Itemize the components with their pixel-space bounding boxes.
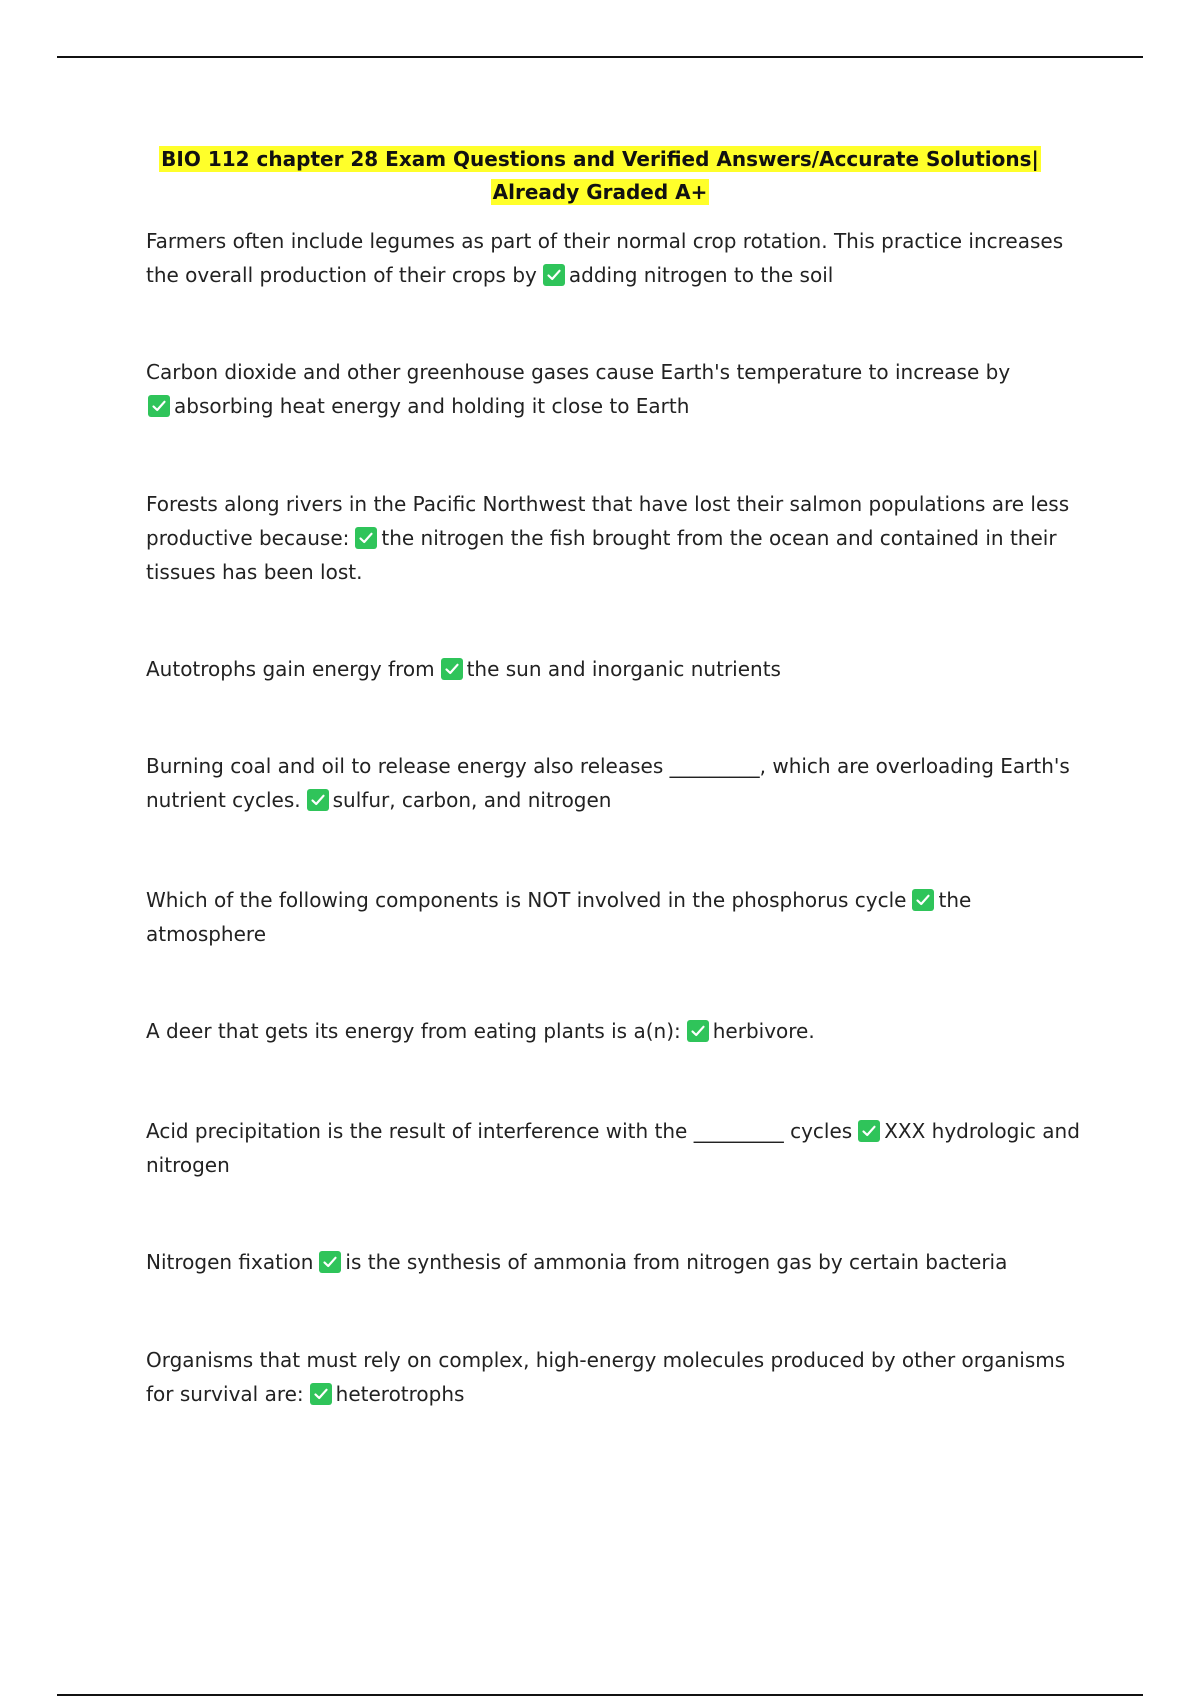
question-text: Which of the following components is NOT involved in the phosphorus cycle bbox=[146, 888, 907, 912]
question-text: Acid precipitation is the result of interference with the _________ cycles bbox=[146, 1119, 853, 1143]
answer-text: absorbing heat energy and holding it close to Earth bbox=[174, 394, 690, 418]
question-text: Autotrophs gain energy from bbox=[146, 657, 435, 681]
question-text: Organisms that must rely on complex, high-energy molecules produced by other organisms for survival are: bbox=[146, 1348, 1066, 1406]
question-text: Farmers often include legumes as part of their normal crop rotation. This practice increases the overall production of their crops by bbox=[146, 229, 1064, 287]
answer-text: herbivore. bbox=[712, 1019, 815, 1043]
checkmark-icon bbox=[319, 1251, 341, 1273]
question-text: Carbon dioxide and other greenhouse gases cause Earth's temperature to increase by bbox=[146, 360, 1011, 384]
qa-item-9 bbox=[146, 1245, 1086, 1279]
checkmark-icon bbox=[858, 1120, 880, 1142]
answer-text: is the synthesis of ammonia from nitrogen gas by certain bacteria bbox=[345, 1250, 1008, 1274]
checkmark-icon bbox=[687, 1020, 709, 1042]
bottom-divider bbox=[57, 1694, 1143, 1696]
checkmark-icon bbox=[310, 1383, 332, 1405]
qa-item-5 bbox=[146, 749, 1086, 817]
qa-item-8 bbox=[146, 1114, 1086, 1182]
checkmark-icon bbox=[543, 264, 565, 286]
question-text: Burning coal and oil to release energy also releases _________, which are overloading Earth's nutrient cycles. bbox=[146, 754, 1070, 812]
answer-text: the nitrogen the fish brought from the ocean and contained in their tissues has been lost. bbox=[146, 526, 1057, 584]
qa-item-4 bbox=[146, 652, 1086, 686]
qa-item-6 bbox=[146, 883, 1086, 951]
qa-item-1 bbox=[146, 224, 1086, 292]
document-title-text: BIO 112 chapter 28 Exam Questions and Verified Answers/Accurate Solutions| Already Graded A+ bbox=[161, 147, 1039, 204]
checkmark-icon bbox=[912, 889, 934, 911]
qa-item-7 bbox=[146, 1014, 1086, 1048]
answer-text: sulfur, carbon, and nitrogen bbox=[332, 788, 612, 812]
answer-text: the sun and inorganic nutrients bbox=[466, 657, 781, 681]
answer-text: the atmosphere bbox=[146, 888, 972, 946]
checkmark-icon bbox=[441, 658, 463, 680]
checkmark-icon bbox=[355, 527, 377, 549]
top-divider bbox=[57, 56, 1143, 58]
checkmark-icon bbox=[148, 395, 170, 417]
qa-item-10 bbox=[146, 1343, 1086, 1411]
qa-item-2 bbox=[146, 355, 1086, 423]
question-text: Nitrogen fixation bbox=[146, 1250, 314, 1274]
checkmark-icon bbox=[307, 789, 329, 811]
answer-text: heterotrophs bbox=[335, 1382, 465, 1406]
answer-text: adding nitrogen to the soil bbox=[568, 263, 834, 287]
question-text: A deer that gets its energy from eating plants is a(n): bbox=[146, 1019, 681, 1043]
answer-text: XXX hydrologic and nitrogen bbox=[146, 1119, 1080, 1177]
question-text: Forests along rivers in the Pacific Northwest that have lost their salmon populations are less productive because: bbox=[146, 492, 1070, 550]
qa-item-3 bbox=[146, 487, 1086, 589]
document-title bbox=[146, 143, 1054, 209]
